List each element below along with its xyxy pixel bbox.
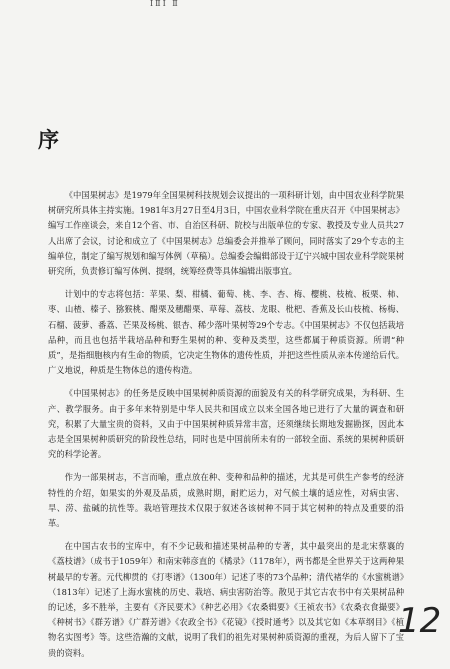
paragraph: 在中国古农书的宝库中，有不少记载和描述果树品种的专著，其中最突出的是北宋蔡襄的《荔枝谱》（成书于1059年）和南宋韩彦直的《橘录》（1178年），两书都是全世界关于这两种果树最早的专著。元代柳贯的《打枣谱》（1300年）记述了枣的73个品种；清代褚华的《水蜜桃谱》（1813年）记述了上海水蜜桃的历史、栽培、病虫害防治等。散见于其它古农书中有关果树品种的记述，多不胜举，主要有《齐民要术》《种艺必用》《农桑辑要》《王祯农书》《农桑衣食撮要》《种树书》《群芳谱》《广群芳谱》《农政全书》《花镜》《授时通考》以及其它如《本草纲目》《植物名实图考》等。这些浩瀚的文献，说明了我们的祖先对果树种质资源的重视，为后人留下了宝贵的资料。	[48, 541, 404, 658]
paragraph: 《中国果树志》的任务是反映中国果树种质资源的面貌及有关的科学研究成果，为科研、生产、教学服务。由于多年来特别是中华人民共和国成立以来全国各地已进行了大量的调查和研究，积累了大量宝贵的资料，又由于中国果树种质异常丰富，还须继续长期地发掘勘探，因此本志是全国果树种质研究的阶段性总结，同时也是中国前所未有的一部较全面、系统的果树种质研究的科学论著。	[48, 388, 404, 460]
header-marks: ⅠⅡⅠ Ⅱ	[150, 0, 180, 8]
handwritten-page-number: 12	[398, 601, 442, 641]
paragraph: 计划中的专志将包括：苹果、梨、柑橘、葡萄、桃、李、杏、梅、樱桃、枝梳、板栗、柿、枣、山楂、榛子、猕猴桃、醋栗及穗醋栗、草莓、荔枝、龙眼、枇杷、香蕉及长山枝梳、杨梅、石榴、菠萝、番荔、芒果及杨桃、银杏、稀少落叶果树等29个专志。《中国果树志》不仅包括栽培品种，而且也包括半栽培品种和野生果树的种、变种及类型，这些都属于种质资源。所谓“种质”，是指细胞核内有生命的物质，它决定生物体的遗传性质，并把这些性质从亲本传递给后代。广义地说，种质是生物体总的遗传构造。	[48, 289, 404, 376]
paragraph: 《中国果树志》是1979年全国果树科技规划会议提出的一项科研计划，由中国农业科学院果树研究所具体主持实施。1981年3月27日至4月3日，中国农业科学院在重庆召开《中国果树志》编写工作座谈会，来自12个省、市、自治区科研、院校与出版单位的专家、教授及专业人员共27人出席了会议，讨论和成立了《中国果树志》总编委会并推举了顾问，同时落实了29个专志的主编单位，制定了编写规划和编写体例（草稿）。总编委会编辑部设于辽宁兴城中国农业科学院果树研究所，负责修订编写体例、提纲，统筹经费等具体编辑出版事宜。	[48, 190, 404, 277]
paragraph: 作为一部果树志，不言而喻，重点放在种、变种和品种的描述，尤其是可供生产参考的经济特性的介绍，如果实的外观及品质，成熟时期，耐贮运力，对气候土壤的适应性，对病虫害、旱、涝、盐碱的抗性等。栽培管理技术仅限于叙述各该树种不同于其它树种的特点及重要的沿革。	[48, 472, 404, 529]
preface-body	[48, 188, 404, 669]
page-title: 序	[38, 127, 59, 152]
